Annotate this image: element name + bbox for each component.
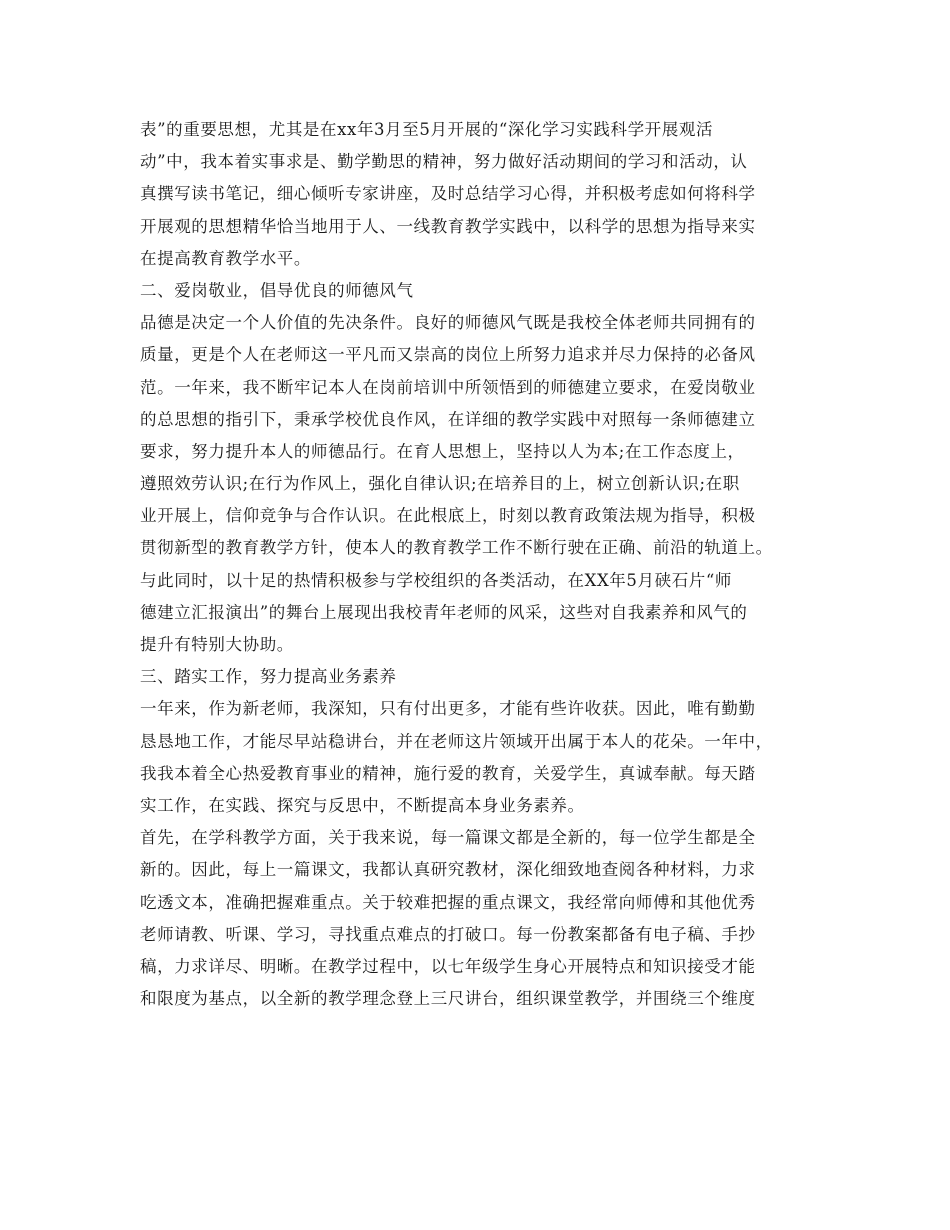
text-line: 贯彻新型的教育教学方针，使本人的教育教学工作不断行驶在正确、前沿的轨道上。 <box>140 538 773 558</box>
text-line: 开展观的思想精华恰当地用于人、一线教育教学实践中，以科学的思想为指导来实 <box>140 216 756 236</box>
text-line: 与此同时，以十足的热情积极参与学校组织的各类活动，在XX年5月硖石片“师 <box>140 570 733 590</box>
text-line: 新的。因此，每上一篇课文，我都认真研究教材，深化细致地查阅各种材料，力求 <box>140 860 756 880</box>
text-line: 业开展上，信仰竞争与合作认识。在此根底上，时刻以教育政策法规为指导，积极 <box>140 506 756 526</box>
text-line: 吃透文本，准确把握难重点。关于较难把握的重点课文，我经常向师傅和其他优秀 <box>140 892 756 912</box>
text-line: 和限度为基点，以全新的教学理念登上三尺讲台，组织课堂教学，并围绕三个维度 <box>140 989 756 1009</box>
text-line: 我我本着全心热爱教育事业的精神，施行爱的教育，关爱学生，真诚奉献。每天踏 <box>140 763 756 783</box>
text-line: 一年来，作为新老师，我深知，只有付出更多，才能有些许收获。因此，唯有勤勤 <box>140 699 756 719</box>
text-line: 的总思想的指引下，秉承学校优良作风，在详细的教学实践中对照每一条师德建立 <box>140 409 756 429</box>
text-line: 质量，更是个人在老师这一平凡而又崇高的岗位上所努力追求并尽力保持的必备风 <box>140 345 756 365</box>
text-line: 在提高教育教学水平。 <box>140 248 311 268</box>
section-heading: 三、踏实工作，努力提高业务素养 <box>140 667 397 687</box>
text-line: 要求，努力提升本人的师德品行。在育人思想上，坚持以人为本;在工作态度上， <box>140 441 745 461</box>
text-line: 恳恳地工作，才能尽早站稳讲台，并在老师这片领域开出属于本人的花朵。一年中， <box>140 731 773 751</box>
text-line: 稿，力求详尽、明晰。在教学过程中，以七年级学生身心开展特点和知识接受才能 <box>140 956 756 976</box>
text-line: 德建立汇报演出”的舞台上展现出我校青年老师的风采，这些对自我素养和风气的 <box>140 602 748 622</box>
text-line: 实工作，在实践、探究与反思中，不断提高本身业务素养。 <box>140 795 585 815</box>
text-line: 老师请教、听课、学习，寻找重点难点的打破口。每一份教案都备有电子稿、手抄 <box>140 924 756 944</box>
text-line: 表”的重要思想，尤其是在xx年3月至5月开展的“深化学习实践科学开展观活 <box>140 120 714 139</box>
text-line: 动”中，我本着实事求是、勤学勤思的精神，努力做好活动期间的学习和活动，认 <box>140 152 748 172</box>
text-line: 真撰写读书笔记，细心倾听专家讲座，及时总结学习心得，并积极考虑如何将科学 <box>140 184 756 204</box>
text-line: 首先，在学科教学方面，关于我来说，每一篇课文都是全新的，每一位学生都是全 <box>140 828 756 848</box>
text-line: 品德是决定一个人价值的先决条件。良好的师德风气既是我校全体老师共同拥有的 <box>140 313 756 333</box>
text-line: 范。一年来，我不断牢记本人在岗前培训中所领悟到的师德建立要求，在爱岗敬业 <box>140 377 756 397</box>
text-line: 遵照效劳认识;在行为作风上，强化自律认识;在培养目的上，树立创新认识;在职 <box>140 474 740 494</box>
document-body <box>140 114 830 1015</box>
section-heading: 二、爱岗敬业，倡导优良的师德风气 <box>140 280 414 300</box>
text-line: 提升有特别大协助。 <box>140 635 294 654</box>
